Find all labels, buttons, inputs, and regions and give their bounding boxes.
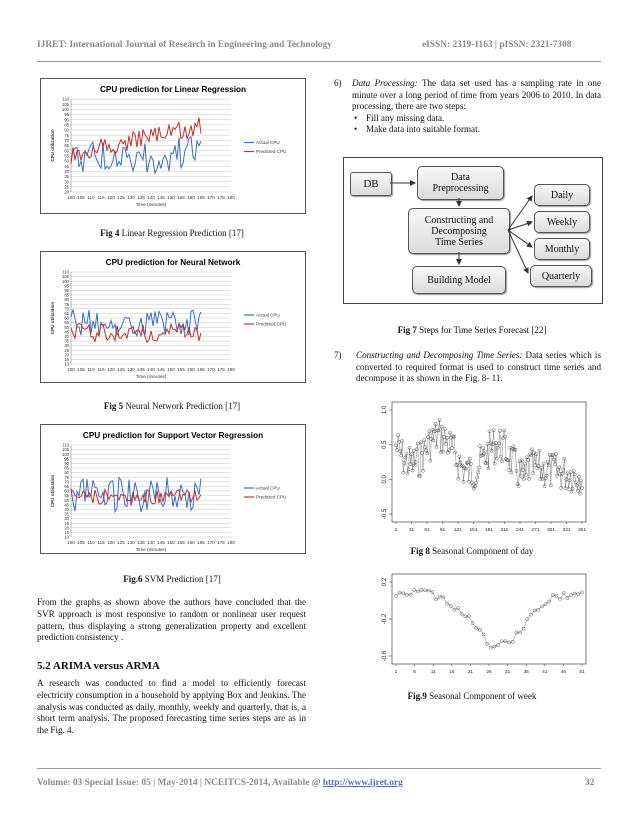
fig6-chart-title: CPU prediction for Support Vector Regression [82,431,264,440]
x-tick-label: 160 [187,195,195,200]
x-tick-label: 41 [542,670,548,675]
y-tick-label: 60 [64,315,69,321]
x-tick-label: 331 [562,528,571,533]
fig7-diagram [343,157,603,304]
item6-number: 6) [334,78,342,88]
legend-actual-label: Actual CPU [256,140,280,146]
x-tick-label: 175 [217,540,225,545]
x-tick-label: 160 [187,540,195,545]
y-tick-label: 85 [64,122,69,128]
fig4-label: Fig 4 [100,228,120,238]
item6-text: The data set used has a sampling rate in one minute over a long period of time from years 2006 to 2010. In data processing, there are two steps: [352,78,601,112]
y-tick-label: 0.5 [382,440,388,449]
predicted-cpu-series [71,489,201,504]
data-point [394,444,397,447]
fig5-chart [40,251,306,383]
x-tick-label: 135 [137,540,145,545]
section-heading-arima: 5.2 ARIMA versus ARMA [37,660,160,672]
item6-block [334,78,601,136]
x-tick-label: 130 [127,367,135,372]
x-tick-label: 165 [197,367,205,372]
y-tick-label: 30 [64,516,69,522]
x-tick-label: 180 [227,195,235,200]
fig9-caption-text: Seasonal Component of week [426,691,537,701]
y-tick-label: 90 [64,461,69,466]
y-tick-label: 15 [64,530,69,535]
fig5-label: Fig 5 [103,401,124,411]
plot-frame [392,402,586,522]
y-tick-label: 95 [64,112,69,118]
fig5-svg [41,252,305,382]
legend-actual-label: Actual CPU [256,312,280,318]
processing-steps-list [352,113,601,136]
item7-block [334,350,601,385]
y-tick-label: -0.5 [382,508,388,520]
fig8-caption-text: Seasonal Component of day [429,546,534,556]
x-tick-label: 181 [484,528,494,533]
y-tick-label: 15 [64,357,69,362]
y-tick-label: 70 [64,137,69,143]
y-tick-label: 105 [62,101,69,107]
y-tick-label: 80 [64,127,69,133]
y-tick-label: 60 [64,488,69,494]
fig7-arrows [344,158,602,303]
x-tick-label: 170 [207,195,215,200]
x-tick-label: 135 [137,195,145,200]
x-axis-label: Time (minutes) [135,202,167,207]
x-tick-label: 160 [187,367,195,372]
item7-number: 7) [334,350,342,360]
x-tick-label: 135 [137,367,145,372]
y-tick-label: 65 [64,311,69,316]
x-tick-label: 180 [227,367,235,372]
x-tick-label: 31 [504,670,511,675]
x-tick-label: 175 [217,367,225,372]
y-tick-label: 70 [64,306,69,312]
y-tick-label: 105 [62,447,69,453]
y-tick-label: 10 [64,534,69,540]
x-tick-label: 36 [523,670,529,675]
y-tick-label: 55 [64,153,69,159]
fig9-chart [364,568,594,680]
fig5-caption-text: Neural Network Prediction [17] [123,401,241,411]
constructing-line: Decomposing [431,225,487,237]
x-tick-label: 140 [147,540,155,545]
fig4-caption [40,228,304,238]
journal-link[interactable]: http://www.ijret.org [322,778,403,788]
y-tick-label: 70 [64,479,69,485]
fig4-chart-title: CPU prediction for Linear Regression [99,85,247,94]
y-tick-label: 40 [64,507,69,512]
y-tick-label: 35 [64,174,69,180]
x-tick-label: 145 [157,540,165,545]
y-tick-label: 50 [64,158,69,164]
x-tick-label: 105 [77,195,85,200]
x-axis-label: Time (minutes) [135,374,167,379]
x-tick-label: 91 [439,528,446,533]
page-number: 32 [585,778,595,788]
x-tick-label: 301 [546,528,556,533]
fig6-svg [41,425,305,553]
arrow-to-quarterly [508,230,528,273]
fig6-caption-text: SVM Prediction [17] [142,574,221,584]
x-tick-label: 115 [97,367,105,372]
x-tick-label: 155 [177,195,185,200]
y-tick-label: 75 [64,132,69,138]
fig6-caption [40,574,304,584]
y-tick-label: 20 [64,525,69,531]
x-tick-label: 180 [227,540,235,545]
weekly-box: Weekly [534,211,590,233]
fig4-caption-text: Linear Regression Prediction [17] [119,228,244,238]
building-model-box: Building Model [412,266,506,294]
y-tick-label: 45 [64,502,69,508]
x-tick-label: 165 [197,195,205,200]
y-tick-label: 110 [62,442,69,448]
x-tick-label: 140 [147,195,155,200]
fig8-caption [343,546,601,556]
y-tick-label: 35 [64,511,69,517]
issn-header: eISSN: 2319-1163 | pISSN: 2321-7308 [422,40,572,50]
x-tick-label: 100 [67,195,75,200]
item6-title: Data Processing: [352,78,418,88]
y-tick-label: 65 [64,484,69,489]
x-tick-label: 110 [87,367,95,372]
y-tick-label: 100 [62,106,69,112]
x-tick-label: 170 [207,540,215,545]
x-tick-label: 100 [67,367,75,372]
y-tick-label: 20 [64,189,69,195]
y-tick-label: 110 [62,269,69,275]
y-tick-label: 10 [64,361,69,367]
y-tick-label: 25 [64,347,69,353]
y-tick-label: 50 [64,324,69,330]
fig8-chart [364,396,594,538]
x-tick-label: 145 [157,367,165,372]
fig8-label: Fig 8 [410,546,430,556]
y-tick-label: 0.0 [382,475,388,484]
footer-text: Volume: 03 Special Issue: 05 | May-2014 | NCEITCS-2014, Available @ [37,778,323,788]
x-tick-label: 1 [394,528,398,533]
plot-frame [392,574,586,664]
y-tick-label: 60 [64,148,69,154]
x-tick-label: 51 [579,670,585,675]
x-tick-label: 61 [424,528,430,533]
x-tick-label: 150 [167,367,175,372]
fig7-caption-text: Steps for Time Series Forecast [22] [416,325,547,335]
x-tick-label: 125 [117,195,125,200]
arima-paragraph: A research was conducted to find a model to efficiently forecast electricity consumption in a household by applying Box and Jenkins. The analysis was conducted as daily, monthly, weekly and quarterly, that is, a short term analysis. The proposed forecasting time series steps are as in the Fig. 4. [37,678,306,736]
seasonal-line [396,590,582,648]
fig4-chart [40,78,306,214]
y-tick-label: 30 [64,179,69,185]
x-tick-label: 120 [107,367,115,372]
arrow-to-daily [508,196,532,230]
footer-info [37,778,403,788]
y-tick-label: 55 [64,493,69,499]
y-tick-label: 80 [64,297,69,303]
x-tick-label: 110 [87,540,95,545]
x-tick-label: 150 [167,195,175,200]
fig7-caption [343,325,601,335]
x-tick-label: 175 [217,195,225,200]
y-tick-label: 0.2 [382,577,388,587]
y-tick-label: 110 [62,96,69,102]
y-tick-label: 85 [64,465,69,471]
fig4-svg [41,79,305,213]
x-tick-label: 110 [87,195,95,200]
y-tick-label: 105 [62,274,69,280]
legend-predicted-label: Predicted CPU [256,149,287,155]
y-tick-label: 45 [64,329,69,335]
legend-actual-label: Actual CPU [256,485,280,491]
conclusion-paragraph: From the graphs as shown above the authors have concluded that the SVR approach is most responsive to random or nonlinear user request pattern, thus displaying a strong generalization property and excellent prediction consistency . [37,597,306,643]
fig5-caption [40,401,304,411]
y-tick-label: 40 [64,168,69,174]
y-tick-label: 45 [64,163,69,169]
x-tick-label: 155 [177,540,185,545]
x-tick-label: 155 [177,367,185,372]
y-tick-label: 90 [64,288,69,293]
footer-rule [37,768,601,769]
x-tick-label: 120 [107,195,115,200]
y-tick-label: -0.2 [382,613,388,625]
fig9-label: Fig.9 [407,691,427,701]
y-tick-label: 55 [64,320,69,326]
seasonal-line [396,420,582,494]
x-tick-label: 121 [453,528,463,533]
x-tick-label: 115 [97,195,105,200]
x-tick-label: 361 [577,528,587,533]
x-tick-label: 105 [77,540,85,545]
x-tick-label: 1 [394,670,398,675]
y-tick-label: 25 [64,184,69,190]
x-tick-label: 16 [449,670,455,675]
y-tick-label: 25 [64,520,69,526]
y-tick-label: 75 [64,474,69,480]
y-tick-label: 1.0 [382,405,388,415]
fig5-chart-title: CPU prediction for Neural Network [105,258,241,267]
x-tick-label: 26 [486,670,492,675]
x-tick-label: 211 [500,528,509,533]
x-axis-label: Time (minutes) [135,547,167,552]
x-tick-label: 140 [147,367,155,372]
y-axis-label: CPU utilization [50,129,55,162]
x-tick-label: 11 [430,670,436,675]
y-tick-label: 30 [64,343,69,349]
x-tick-label: 170 [207,367,215,372]
x-tick-label: 115 [97,540,105,545]
x-tick-label: 46 [560,670,567,675]
y-tick-label: 100 [62,278,69,284]
constructing-line: Time Series [435,236,483,248]
fig6-label: Fig.6 [123,574,143,584]
journal-header: IJRET: International Journal of Research in Engineering and Technology [37,40,332,50]
fig6-chart [40,424,306,554]
y-axis-label: CPU utilization [50,474,55,508]
x-tick-label: 130 [127,195,135,200]
y-tick-label: 80 [64,470,69,476]
x-tick-label: 100 [67,540,75,545]
x-tick-label: 31 [408,528,415,533]
x-tick-label: 241 [515,528,525,533]
x-tick-label: 151 [469,528,478,533]
y-tick-label: 85 [64,292,69,298]
x-tick-label: 150 [167,540,175,545]
y-tick-label: 65 [64,143,69,149]
bullet-item: • Make data into suitable format. [352,124,601,136]
x-tick-label: 130 [127,540,135,545]
y-axis-label: CPU utilization [50,301,55,335]
x-tick-label: 125 [117,540,125,545]
fig7-label: Fig 7 [397,325,417,335]
x-tick-label: 271 [531,528,540,533]
x-tick-label: 6 [413,670,416,675]
y-tick-label: -0.6 [382,650,388,662]
preprocessing-line: Data [451,172,470,183]
y-tick-label: 40 [64,334,69,339]
x-tick-label: 120 [107,540,115,545]
monthly-box: Monthly [534,238,590,260]
legend-predicted-label: Predicted CPU [256,494,287,500]
legend-predicted-label: Predicted CPU [256,321,287,327]
item7-text: Data series which is converted to required format is used to construct time series and decompose it as shown in the Fig. 8- 11. [356,350,601,384]
y-tick-label: 90 [64,117,69,123]
y-tick-label: 100 [62,451,69,457]
y-tick-label: 20 [64,352,69,358]
preprocessing-line: Preprocessing [432,183,489,194]
daily-box: Daily [534,184,590,206]
y-tick-label: 95 [64,456,69,462]
constructing-line: Constructing and [424,214,494,226]
arrow-to-weekly [508,222,532,230]
fig9-caption [343,691,601,701]
x-tick-label: 145 [157,195,165,200]
y-tick-label: 95 [64,283,69,289]
item7-title: Constructing and Decomposing Time Series: [356,350,523,360]
x-tick-label: 165 [197,540,205,545]
x-tick-label: 21 [467,670,474,675]
x-tick-label: 125 [117,367,125,372]
db-box: DB [350,172,392,196]
quarterly-box: Quarterly [530,265,592,287]
y-tick-label: 35 [64,338,69,344]
bullet-item: • Fill any missing data. [352,113,601,125]
y-tick-label: 50 [64,497,69,503]
x-tick-label: 105 [77,367,85,372]
y-tick-label: 75 [64,301,69,307]
header-rule [37,61,601,62]
